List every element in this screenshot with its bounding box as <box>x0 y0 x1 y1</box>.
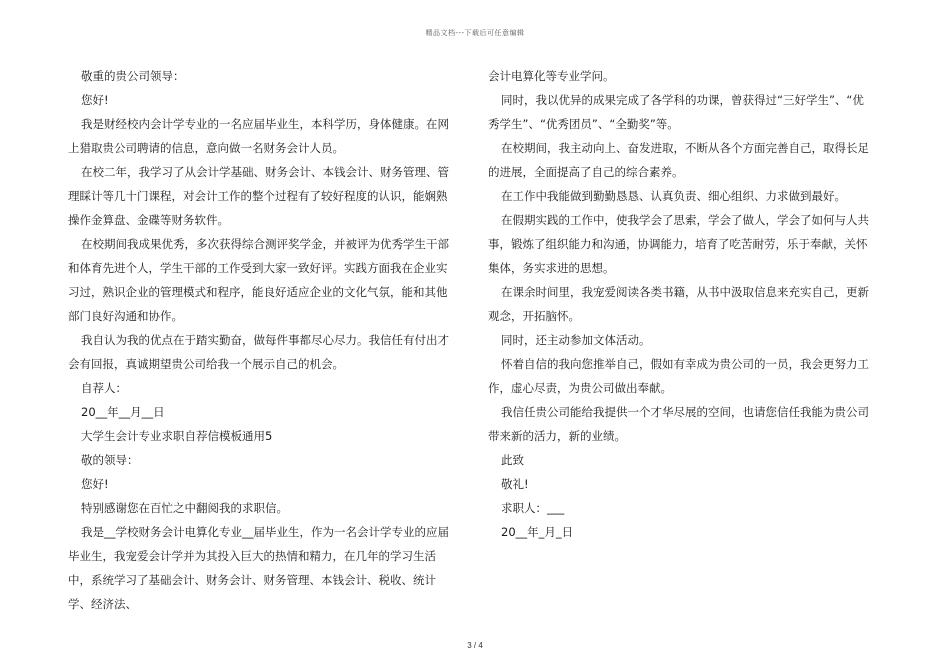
paragraph: 我自认为我的优点在于踏实勤奋，做每件事都尽心尽力。我信任有付出才会有回报，真诚期望贵公司给我一个展示自己的机会。 <box>68 333 449 371</box>
paragraph: 敬重的贵公司领导： <box>81 69 185 83</box>
paragraph: 20__年__月__日 <box>81 405 165 419</box>
paragraph: 我是__学校财务会计电算化专业__届毕业生，作为一名会计学专业的应届毕业生，我宠爱会计学并为其投入巨大的热情和精力，在几年的学习生活中，系统学习了基础会计、财务会计、财务管理、本钱会计、税收、统计学、经济法、 <box>68 525 449 611</box>
left-column <box>68 64 453 616</box>
paragraph: 在工作中我能做到勤勤恳恳、认真负责、细心组织、力求做到最好。 <box>501 189 846 203</box>
paragraph: 敬的领导： <box>81 453 139 467</box>
paragraph: 会计电算化等专业学问。 <box>488 69 615 83</box>
paragraph: 您好! <box>81 477 109 491</box>
paragraph: 自荐人： <box>81 381 127 395</box>
paragraph: 在课余时间里，我宠爱阅读各类书籍，从书中汲取信息来充实自己，更新观念，开拓脑怀。 <box>488 285 869 323</box>
paragraph: 同时，还主动参加文体活动。 <box>501 333 651 347</box>
paragraph: 20__年_月_日 <box>501 525 574 539</box>
paragraph: 特别感谢您在百忙之中翻阅我的求职信。 <box>81 501 288 515</box>
right-column <box>488 64 873 544</box>
paragraph: 怀着自信的我向您推举自己，假如有幸成为贵公司的一员，我会更努力工作，虚心尽责，为贵公司做出奉献。 <box>488 357 869 395</box>
paragraph: 求职人：___ <box>501 501 565 515</box>
paragraph: 大学生会计专业求职自荐信模板通用5 <box>81 429 273 443</box>
paragraph: 同时，我以优异的成果完成了各学科的功课，曾获得过“三好学生”、“优秀学生”、“优秀团员”、“全勤奖”等。 <box>488 93 864 131</box>
paragraph: 我是财经校内会计学专业的一名应届毕业生，本科学历，身体健康。在网上猎取贵公司聘请的信息，意向做一名财务会计人员。 <box>68 117 449 155</box>
paragraph: 我信任贵公司能给我提供一个才华尽展的空间，也请您信任我能为贵公司带来新的活力，新的业绩。 <box>488 405 869 443</box>
page-header: 精品文档---下载后可任意编辑 <box>425 29 525 37</box>
paragraph: 在校期间我成果优秀，多次获得综合测评奖学金，并被评为优秀学生干部和体育先进个人，学生干部的工作受到大家一致好评。实践方面我在企业实习过，熟识企业的管理模式和程序，能良好适应企业的文化气氛，能和其他部门良好沟通和协作。 <box>68 237 449 323</box>
paragraph: 此致 <box>501 453 524 467</box>
paragraph: 敬礼! <box>501 477 529 491</box>
paragraph: 在校二年，我学习了从会计学基础、财务会计、本钱会计、财务管理、管理睬计等几十门课程，对会计工作的整个过程有了较好程度的认识，能娴熟操作金算盘、金碟等财务软件。 <box>68 165 449 227</box>
paragraph: 在假期实践的工作中，使我学会了思索，学会了做人，学会了如何与人共事，锻炼了组织能力和沟通，协调能力，培育了吃苦耐劳，乐于奉献，关怀集体，务实求进的思想。 <box>488 213 869 275</box>
page-number: 3 / 4 <box>467 641 483 650</box>
paragraph: 您好! <box>81 93 109 107</box>
paragraph: 在校期间，我主动向上、奋发进取，不断从各个方面完善自己，取得长足的进展，全面提高了自己的综合素养。 <box>488 141 869 179</box>
